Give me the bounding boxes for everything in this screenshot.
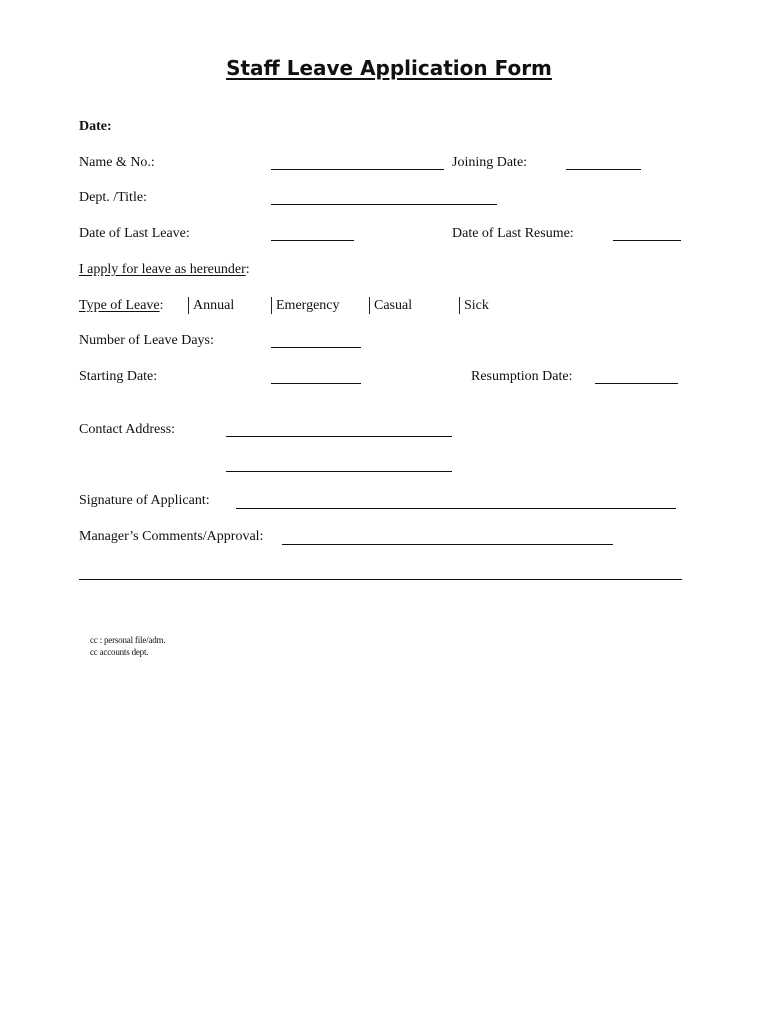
- leave-option-sick-label: Sick: [464, 298, 489, 313]
- apply-intro: [79, 262, 250, 278]
- contact-address-field-1[interactable]: [226, 436, 452, 437]
- starting-date-field[interactable]: [271, 383, 361, 384]
- name-no-field[interactable]: [271, 169, 444, 170]
- leave-option-annual-checkbox[interactable]: [188, 297, 189, 314]
- dept-title-field[interactable]: [271, 204, 497, 205]
- signature-label: Signature of Applicant:: [79, 493, 210, 508]
- manager-comments-field[interactable]: [282, 544, 613, 545]
- starting-date-label: Starting Date:: [79, 369, 158, 384]
- leave-option-casual-checkbox[interactable]: [369, 297, 370, 314]
- last-leave-label: Date of Last Leave:: [79, 226, 190, 241]
- type-of-leave-label: [79, 298, 164, 314]
- last-leave-field[interactable]: [271, 240, 354, 241]
- manager-comments-field-2[interactable]: [79, 579, 682, 580]
- signature-field[interactable]: [236, 508, 676, 509]
- cc-personal-file: cc : personal file/adm.: [90, 635, 166, 645]
- contact-address-field-2[interactable]: [226, 471, 452, 472]
- apply-intro-text: I apply for leave as hereunder: [79, 262, 246, 277]
- name-no-label: Name & No.:: [79, 155, 155, 170]
- manager-comments-label: Manager’s Comments/Approval:: [79, 529, 264, 544]
- dept-title-label: Dept. /Title:: [79, 190, 147, 205]
- leave-days-label: Number of Leave Days:: [79, 333, 214, 348]
- type-of-leave-colon: :: [159, 298, 164, 313]
- leave-option-emergency-label: Emergency: [276, 298, 340, 313]
- contact-address-label: Contact Address:: [79, 422, 176, 437]
- leave-option-emergency-checkbox[interactable]: [271, 297, 272, 314]
- joining-date-field[interactable]: [566, 169, 641, 170]
- leave-option-sick-checkbox[interactable]: [459, 297, 460, 314]
- last-resume-field[interactable]: [613, 240, 681, 241]
- leave-days-field[interactable]: [271, 347, 361, 348]
- type-of-leave-text: Type of Leave: [79, 298, 160, 313]
- leave-option-annual-label: Annual: [193, 298, 235, 313]
- resumption-date-field[interactable]: [595, 383, 678, 384]
- last-resume-label: Date of Last Resume:: [452, 226, 574, 241]
- date-label: Date:: [79, 119, 112, 134]
- apply-intro-colon: :: [245, 262, 250, 277]
- cc-accounts-dept: cc accounts dept.: [90, 647, 149, 657]
- resumption-date-label: Resumption Date:: [471, 369, 573, 384]
- joining-date-label: Joining Date:: [452, 155, 528, 170]
- form-title: Staff Leave Application Form: [226, 56, 552, 80]
- leave-option-casual-label: Casual: [374, 298, 413, 313]
